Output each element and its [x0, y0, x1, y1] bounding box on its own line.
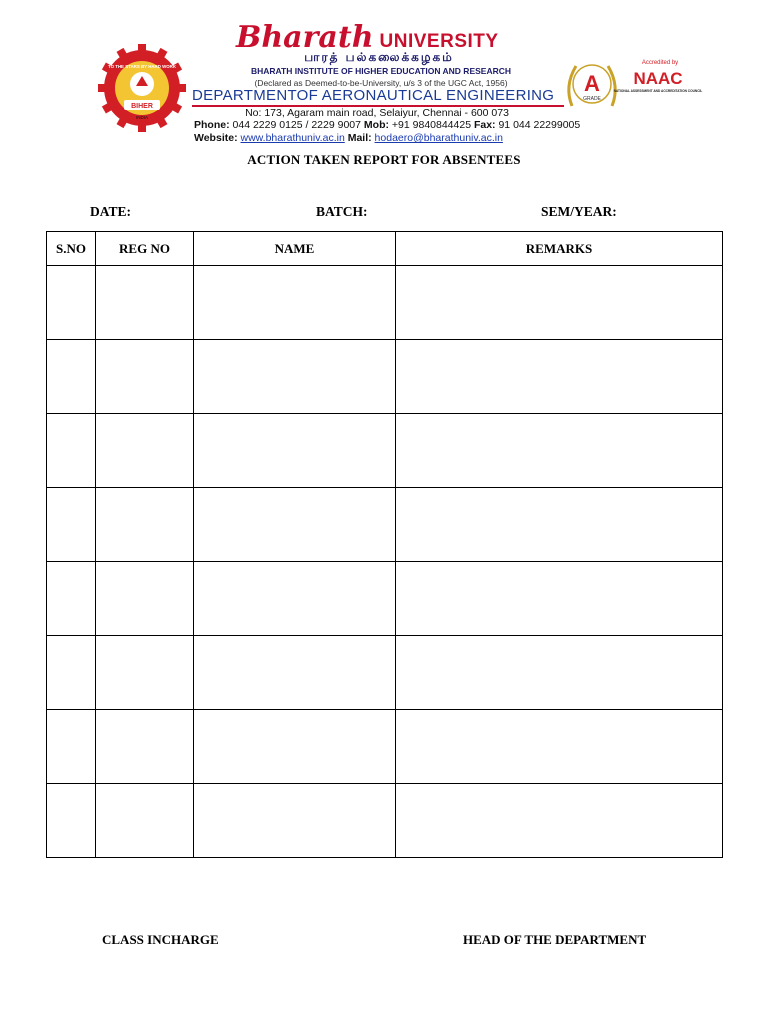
- column-header-sno: S.NO: [47, 232, 96, 266]
- university-name-script: Bharath: [236, 20, 374, 55]
- column-header-name: NAME: [194, 232, 396, 266]
- naac-accredited-text: Accredited by: [641, 60, 679, 66]
- class-incharge-signature-label: CLASS INCHARGE: [102, 932, 219, 947]
- address-line: No: 173, Agaram main road, Selaiyur, Chennai - 600 073: [245, 107, 509, 119]
- table-cell[interactable]: [396, 784, 723, 858]
- fax-value: 91 044 22299005: [498, 119, 581, 131]
- table-cell[interactable]: [47, 784, 96, 858]
- table-row: [47, 488, 723, 562]
- column-header-remarks: REMARKS: [396, 232, 723, 266]
- website-link[interactable]: www.bharathuniv.ac.in: [240, 132, 345, 144]
- column-header-reg-no: REG NO: [96, 232, 194, 266]
- table-row: [47, 340, 723, 414]
- table-cell[interactable]: [47, 562, 96, 636]
- table-cell[interactable]: [47, 340, 96, 414]
- table-cell[interactable]: [96, 340, 194, 414]
- table-header-row: [47, 232, 723, 266]
- department-name: DEPARTMENTOF AERONAUTICAL ENGINEERING: [192, 87, 555, 104]
- table-cell[interactable]: [96, 710, 194, 784]
- table-row: [47, 266, 723, 340]
- table-cell[interactable]: [96, 488, 194, 562]
- naac-logo: [613, 56, 703, 108]
- table-cell[interactable]: [396, 710, 723, 784]
- table-cell[interactable]: [96, 414, 194, 488]
- seal-motto-text: TO THE STARS BY HARD WORK: [107, 64, 177, 69]
- table-cell[interactable]: [396, 562, 723, 636]
- table-cell[interactable]: [96, 636, 194, 710]
- sem-year-label: SEM/YEAR:: [541, 204, 617, 219]
- seal-country-text: INDIA: [135, 115, 149, 120]
- naac-grade-badge: [562, 56, 622, 112]
- table-cell[interactable]: [396, 266, 723, 340]
- phone-value: 044 2229 0125 / 2229 9007: [232, 119, 361, 131]
- mobile-value: +91 9840844425: [391, 119, 472, 131]
- table-row: [47, 710, 723, 784]
- university-seal-logo: [98, 44, 186, 132]
- naac-name-text: NAAC: [633, 69, 683, 88]
- table-cell[interactable]: [47, 414, 96, 488]
- web-line: [194, 132, 503, 144]
- university-name-tamil: பாரத் பல்கலைக்கழகம்: [304, 50, 454, 64]
- naac-grade-label: GRADE: [583, 96, 601, 102]
- batch-label: BATCH:: [316, 204, 368, 219]
- table-cell[interactable]: [396, 340, 723, 414]
- table-row: [47, 784, 723, 858]
- table-cell[interactable]: [96, 266, 194, 340]
- table-cell[interactable]: [47, 266, 96, 340]
- phone-label: Phone:: [194, 119, 230, 131]
- naac-grade-letter: A: [584, 71, 600, 96]
- naac-full-text: NATIONAL ASSESSMENT AND ACCREDITATION COUNCIL: [613, 89, 703, 93]
- table-cell[interactable]: [194, 562, 396, 636]
- institute-name: BHARATH INSTITUTE OF HIGHER EDUCATION AND RESEARCH: [250, 66, 512, 76]
- table-cell[interactable]: [47, 636, 96, 710]
- table-cell[interactable]: [194, 488, 396, 562]
- deemed-status: (Declared as Deemed-to-be-University, u/s 3 of the UGC Act, 1956): [254, 78, 508, 88]
- table-row: [47, 414, 723, 488]
- table-cell[interactable]: [47, 710, 96, 784]
- mail-label: Mail:: [347, 132, 372, 144]
- table-cell[interactable]: [47, 488, 96, 562]
- table-cell[interactable]: [194, 710, 396, 784]
- mobile-label: Mob:: [363, 119, 389, 131]
- table-cell[interactable]: [96, 784, 194, 858]
- email-link[interactable]: hodaero@bharathuniv.ac.in: [374, 132, 503, 144]
- fax-label: Fax:: [473, 119, 496, 131]
- table-cell[interactable]: [194, 266, 396, 340]
- table-cell[interactable]: [194, 340, 396, 414]
- table-row: [47, 636, 723, 710]
- table-cell[interactable]: [194, 414, 396, 488]
- hod-signature-label: HEAD OF THE DEPARTMENT: [463, 932, 647, 947]
- table-cell[interactable]: [396, 488, 723, 562]
- table-row: [47, 562, 723, 636]
- website-label: Website:: [194, 132, 238, 144]
- table-cell[interactable]: [96, 562, 194, 636]
- table-cell[interactable]: [194, 784, 396, 858]
- table-cell[interactable]: [396, 636, 723, 710]
- university-name-word: UNIVERSITY: [379, 31, 499, 52]
- table-cell[interactable]: [194, 636, 396, 710]
- seal-name-text: BIHER: [131, 103, 153, 110]
- table-cell[interactable]: [396, 414, 723, 488]
- contact-line: [194, 119, 580, 131]
- date-label: DATE:: [90, 204, 132, 219]
- absentees-table: [46, 231, 723, 858]
- report-title: ACTION TAKEN REPORT FOR ABSENTEES: [247, 152, 521, 167]
